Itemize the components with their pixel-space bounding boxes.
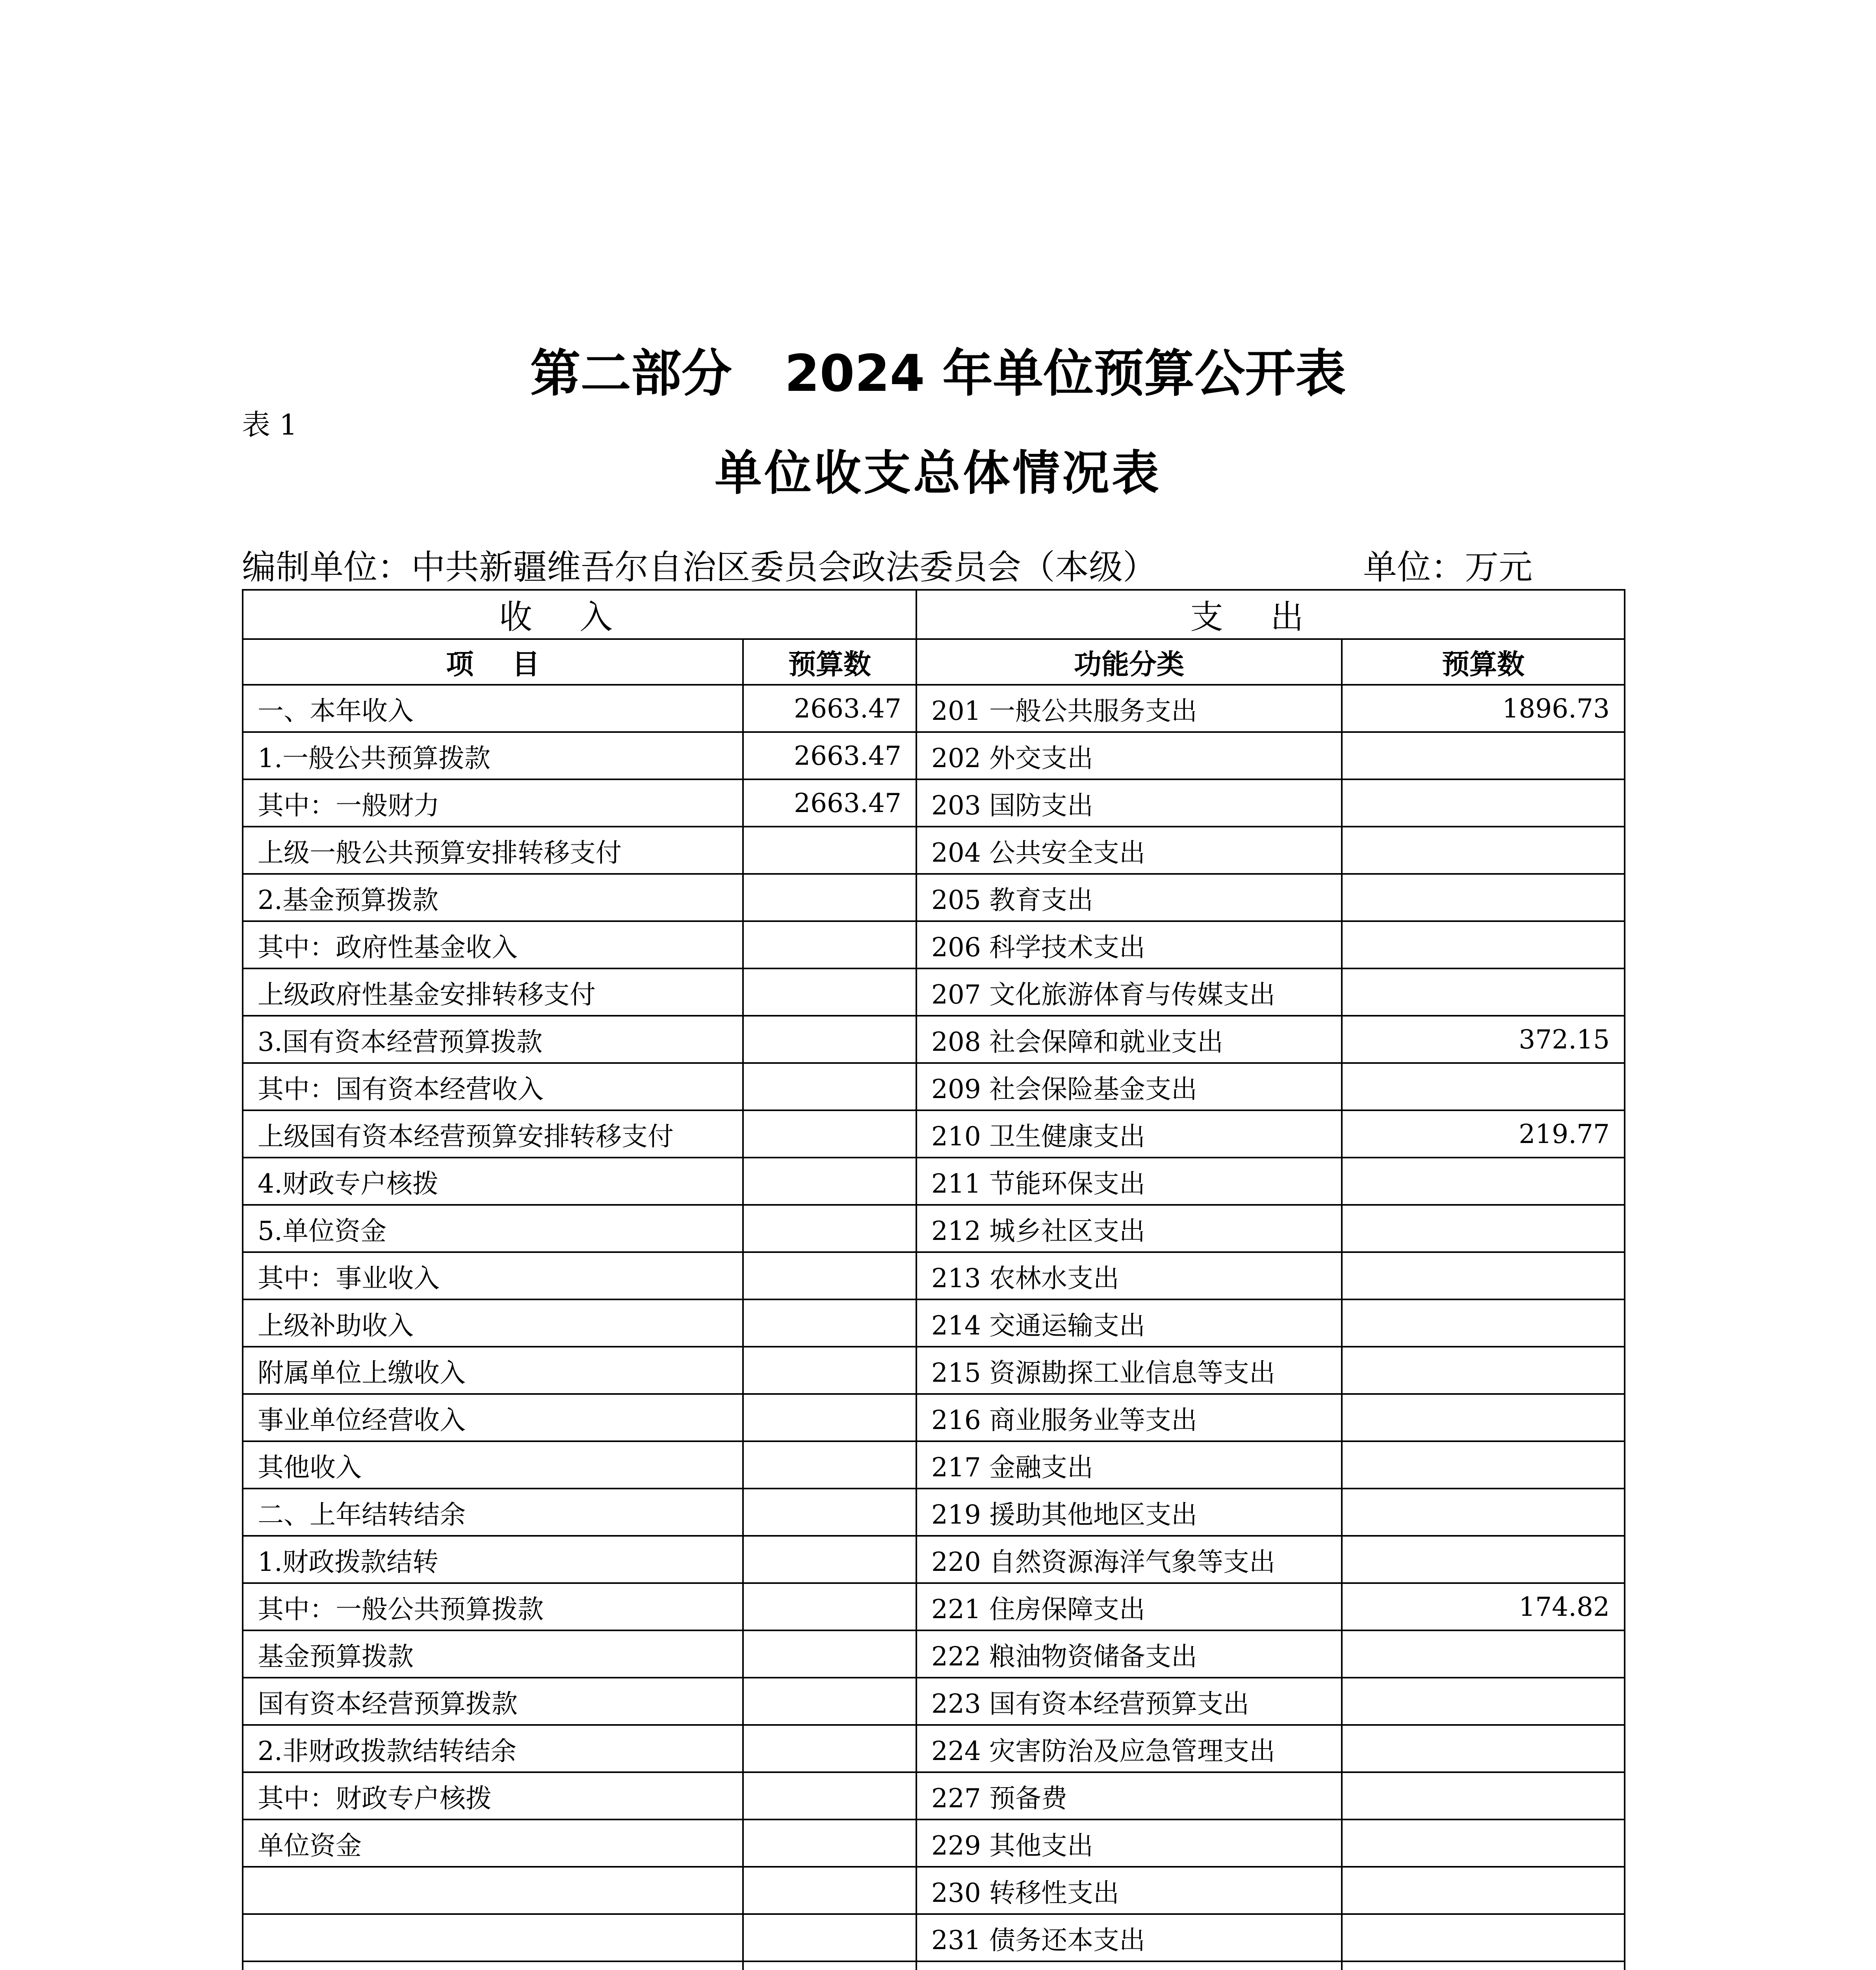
income-item-cell: 3.国有资本经营预算拨款 — [243, 1016, 743, 1063]
table-row — [243, 874, 1625, 921]
income-section-header: 收入 — [243, 590, 916, 639]
expense-item-cell: 224 灾害防治及应急管理支出 — [916, 1725, 1342, 1772]
income-item-cell: 单位资金 — [243, 1819, 743, 1867]
budget-summary-table — [242, 589, 1625, 1970]
income-budget-header: 预算数 — [743, 639, 916, 685]
income-amount-cell — [743, 1252, 916, 1299]
table-row — [243, 779, 1625, 827]
income-item-cell: 4.财政专户核拨 — [243, 1158, 743, 1205]
income-amount-cell: 2663.47 — [743, 685, 916, 732]
expense-item-cell: 214 交通运输支出 — [916, 1299, 1342, 1347]
income-item-cell: 5.单位资金 — [243, 1205, 743, 1252]
income-item-cell: 基金预算拨款 — [243, 1630, 743, 1678]
expense-amount-cell — [1342, 827, 1625, 874]
income-item-cell: 2.基金预算拨款 — [243, 874, 743, 921]
income-item-cell: 上级国有资本经营预算安排转移支付 — [243, 1110, 743, 1158]
expense-item-cell: 207 文化旅游体育与传媒支出 — [916, 968, 1342, 1016]
part-title: 第二部分 2024 年单位预算公开表 — [530, 344, 1346, 403]
expense-amount-cell — [1342, 874, 1625, 921]
table-row — [243, 732, 1625, 779]
expense-item-cell: 230 转移性支出 — [916, 1867, 1342, 1914]
income-item-header: 项 目 — [243, 639, 743, 685]
expense-item-cell: 220 自然资源海洋气象等支出 — [916, 1536, 1342, 1583]
income-amount-cell — [743, 1914, 916, 1961]
table-row — [243, 1063, 1625, 1110]
income-amount-cell — [743, 1205, 916, 1252]
income-amount-cell — [743, 1299, 916, 1347]
income-item-cell — [243, 1914, 743, 1961]
income-item-cell: 二、上年结转结余 — [243, 1489, 743, 1536]
expense-amount-cell: 174.82 — [1342, 1583, 1625, 1630]
expense-item-cell — [916, 1961, 1342, 1970]
income-amount-cell — [743, 1016, 916, 1063]
table-row — [243, 685, 1625, 732]
expense-item-cell: 227 预备费 — [916, 1772, 1342, 1819]
expense-item-cell: 201 一般公共服务支出 — [916, 685, 1342, 732]
expense-item-cell: 217 金融支出 — [916, 1441, 1342, 1489]
income-amount-cell — [743, 1110, 916, 1158]
income-amount-cell — [743, 1536, 916, 1583]
expense-amount-cell — [1342, 1205, 1625, 1252]
income-amount-cell: 2663.47 — [743, 779, 916, 827]
expense-item-cell: 213 农林水支出 — [916, 1252, 1342, 1299]
expense-item-cell: 215 资源勘探工业信息等支出 — [916, 1347, 1342, 1394]
income-amount-cell — [743, 968, 916, 1016]
income-item-cell — [243, 1867, 743, 1914]
table-row — [243, 1252, 1625, 1299]
income-amount-cell — [743, 1158, 916, 1205]
expense-item-cell: 204 公共安全支出 — [916, 827, 1342, 874]
expense-item-cell: 203 国防支出 — [916, 779, 1342, 827]
expense-item-cell: 208 社会保障和就业支出 — [916, 1016, 1342, 1063]
expense-amount-cell — [1342, 1158, 1625, 1205]
expense-amount-cell — [1342, 1394, 1625, 1441]
expense-amount-cell — [1342, 1819, 1625, 1867]
table-row — [243, 1583, 1625, 1630]
table-row — [243, 1299, 1625, 1347]
expense-amount-cell — [1342, 1299, 1625, 1347]
expense-item-cell: 202 外交支出 — [916, 732, 1342, 779]
table-row — [243, 1347, 1625, 1394]
income-amount-cell — [743, 1347, 916, 1394]
income-item-cell: 国有资本经营预算拨款 — [243, 1678, 743, 1725]
income-item-cell: 上级一般公共预算安排转移支付 — [243, 827, 743, 874]
expense-amount-cell — [1342, 1252, 1625, 1299]
table-title: 单位收支总体情况表 — [715, 446, 1161, 501]
income-item-cell: 1.财政拨款结转 — [243, 1536, 743, 1583]
income-item-cell: 其他收入 — [243, 1441, 743, 1489]
income-amount-cell — [743, 1394, 916, 1441]
expense-amount-cell — [1342, 1867, 1625, 1914]
compiling-unit: 编制单位：中共新疆维吾尔自治区委员会政法委员会（本级） — [242, 548, 1157, 587]
table-row — [243, 1441, 1625, 1489]
expense-amount-cell — [1342, 1961, 1625, 1970]
section-header-row — [243, 590, 1625, 639]
income-amount-cell — [743, 1489, 916, 1536]
expense-item-cell: 206 科学技术支出 — [916, 921, 1342, 968]
income-amount-cell — [743, 1867, 916, 1914]
column-header-row — [243, 639, 1625, 685]
income-amount-cell — [743, 827, 916, 874]
income-amount-cell — [743, 1441, 916, 1489]
income-amount-cell — [743, 1961, 916, 1970]
table-row — [243, 1914, 1625, 1961]
table-row — [243, 1630, 1625, 1678]
expense-amount-cell — [1342, 1063, 1625, 1110]
expense-amount-cell — [1342, 1725, 1625, 1772]
income-amount-cell — [743, 1630, 916, 1678]
table-row — [243, 1725, 1625, 1772]
income-item-cell: 附属单位上缴收入 — [243, 1347, 743, 1394]
expense-amount-cell — [1342, 1347, 1625, 1394]
table-row — [243, 1158, 1625, 1205]
expense-item-cell: 222 粮油物资储备支出 — [916, 1630, 1342, 1678]
income-item-cell: 其中：事业收入 — [243, 1252, 743, 1299]
expense-amount-cell: 1896.73 — [1342, 685, 1625, 732]
expense-amount-cell — [1342, 1914, 1625, 1961]
income-item-cell: 上级政府性基金安排转移支付 — [243, 968, 743, 1016]
expense-item-cell: 231 债务还本支出 — [916, 1914, 1342, 1961]
income-amount-cell — [743, 1678, 916, 1725]
expense-item-header: 功能分类 — [916, 639, 1342, 685]
table-row — [243, 1110, 1625, 1158]
expense-amount-cell — [1342, 1536, 1625, 1583]
income-item-cell: 一、本年收入 — [243, 685, 743, 732]
expense-amount-cell — [1342, 779, 1625, 827]
table-row — [243, 1205, 1625, 1252]
income-item-cell: 其中：国有资本经营收入 — [243, 1063, 743, 1110]
table-row — [243, 1678, 1625, 1725]
income-amount-cell — [743, 1772, 916, 1819]
income-item-cell: 其中：一般公共预算拨款 — [243, 1583, 743, 1630]
expense-amount-cell — [1342, 1772, 1625, 1819]
income-amount-cell — [743, 921, 916, 968]
expense-amount-cell — [1342, 921, 1625, 968]
income-amount-cell — [743, 874, 916, 921]
table-row — [243, 1536, 1625, 1583]
expense-section-header: 支出 — [916, 590, 1625, 639]
expense-item-cell: 211 节能环保支出 — [916, 1158, 1342, 1205]
table-row — [243, 1489, 1625, 1536]
expense-amount-cell — [1342, 1630, 1625, 1678]
income-item-cell: 其中：财政专户核拨 — [243, 1772, 743, 1819]
income-item-cell — [243, 1961, 743, 1970]
table-row — [243, 1819, 1625, 1867]
budget-table-body — [243, 685, 1625, 1970]
income-item-cell: 事业单位经营收入 — [243, 1394, 743, 1441]
table-row — [243, 921, 1625, 968]
expense-item-cell: 229 其他支出 — [916, 1819, 1342, 1867]
table-row — [243, 1867, 1625, 1914]
table-row — [243, 827, 1625, 874]
income-item-cell: 2.非财政拨款结转结余 — [243, 1725, 743, 1772]
expense-amount-cell: 219.77 — [1342, 1110, 1625, 1158]
income-item-cell: 1.一般公共预算拨款 — [243, 732, 743, 779]
table-row — [243, 1394, 1625, 1441]
expense-amount-cell — [1342, 1678, 1625, 1725]
expense-item-cell: 210 卫生健康支出 — [916, 1110, 1342, 1158]
table-row — [243, 1016, 1625, 1063]
income-item-cell: 上级补助收入 — [243, 1299, 743, 1347]
expense-item-cell: 223 国有资本经营预算支出 — [916, 1678, 1342, 1725]
expense-item-cell: 205 教育支出 — [916, 874, 1342, 921]
table-row — [243, 968, 1625, 1016]
income-amount-cell — [743, 1725, 916, 1772]
currency-unit: 单位：万元 — [1363, 548, 1532, 587]
table-row — [243, 1961, 1625, 1970]
expense-budget-header: 预算数 — [1342, 639, 1625, 685]
income-amount-cell: 2663.47 — [743, 732, 916, 779]
expense-item-cell: 219 援助其他地区支出 — [916, 1489, 1342, 1536]
income-item-cell: 其中：政府性基金收入 — [243, 921, 743, 968]
expense-amount-cell — [1342, 1489, 1625, 1536]
expense-amount-cell — [1342, 968, 1625, 1016]
expense-amount-cell — [1342, 732, 1625, 779]
expense-item-cell: 209 社会保险基金支出 — [916, 1063, 1342, 1110]
income-item-cell: 其中：一般财力 — [243, 779, 743, 827]
table-row — [243, 1772, 1625, 1819]
expense-amount-cell: 372.15 — [1342, 1016, 1625, 1063]
income-amount-cell — [743, 1063, 916, 1110]
expense-item-cell: 216 商业服务业等支出 — [916, 1394, 1342, 1441]
expense-item-cell: 221 住房保障支出 — [916, 1583, 1342, 1630]
expense-amount-cell — [1342, 1441, 1625, 1489]
income-amount-cell — [743, 1819, 916, 1867]
expense-item-cell: 212 城乡社区支出 — [916, 1205, 1342, 1252]
table-number: 表 1 — [242, 408, 297, 441]
income-amount-cell — [743, 1583, 916, 1630]
